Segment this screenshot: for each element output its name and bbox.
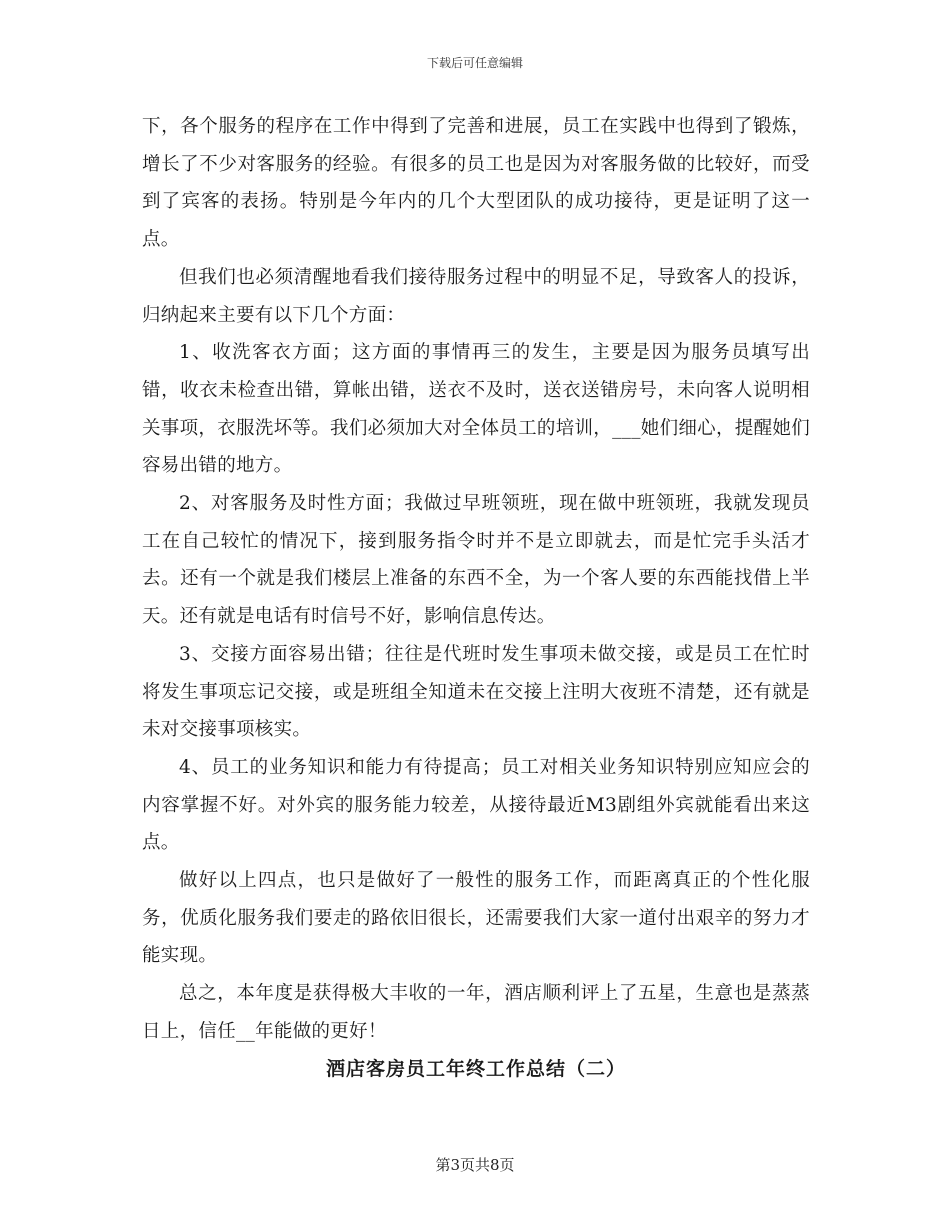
paragraph-summary: 总之，本年度是获得极大丰收的一年，酒店顺利评上了五星，生意也是蒸蒸日上，信任__年能做的更好！: [142, 983, 810, 1042]
page-footer-indicator: 第3页共8页: [435, 1156, 515, 1174]
paragraph-point-knowledge: 4、员工的业务知识和能力有待提高；员工对相关业务知识特别应知应会的内容掌握不好。对外宾的服务能力较差，从接待最近M3剧组外宾就能看出来这点。: [142, 756, 810, 854]
section-title: 酒店客房员工年终工作总结（二）: [325, 1057, 626, 1080]
paragraph-point-laundry: 1、收洗客衣方面；这方面的事情再三的发生，主要是因为服务员填写出错，收衣未检查出错，算帐出错，送衣不及时，送衣送错房号，未向客人说明相关事项，衣服洗坏等。我们必须加大对全体员工的培训，___她们细心，提醒她们容易出错的地方。: [142, 342, 810, 477]
paragraph-shortcomings-intro: 但我们也必须清醒地看我们接待服务过程中的明显不足，导致客人的投诉，归纳起来主要有以下几个方面：: [142, 266, 810, 326]
page-header-note: 下载后可任意编辑: [426, 56, 523, 70]
paragraph-point-handover: 3、交接方面容易出错；往往是代班时发生事项未做交接，或是员工在忙时将发生事项忘记交接，或是班组全知道未在交接上注明大夜班不清楚，还有就是未对交接事项核实。: [142, 643, 810, 741]
document-body: [142, 108, 810, 1088]
paragraph-point-timeliness: 2、对客服务及时性方面；我做过早班领班，现在做中班领班，我就发现员工在自己较忙的情况下，接到服务指令时并不是立即就去，而是忙完手头活才去。还有一个就是我们楼层上准备的东西不全，为一个客人要的东西能找借上半天。还有就是电话有时信号不好，影响信息传达。: [142, 493, 810, 628]
paragraph-continuation: 下，各个服务的程序在工作中得到了完善和进展，员工在实践中也得到了锻炼，增长了不少对客服务的经验。有很多的员工也是因为对客服务做的比较好，而受到了宾客的表扬。特别是今年内的几个大型团队的成功接待，更是证明了这一点。: [142, 116, 810, 251]
paragraph-conclusion-service: 做好以上四点，也只是做好了一般性的服务工作，而距离真正的个性化服务，优质化服务我们要走的路依旧很长，还需要我们大家一道付出艰辛的努力才能实现。: [142, 870, 810, 967]
